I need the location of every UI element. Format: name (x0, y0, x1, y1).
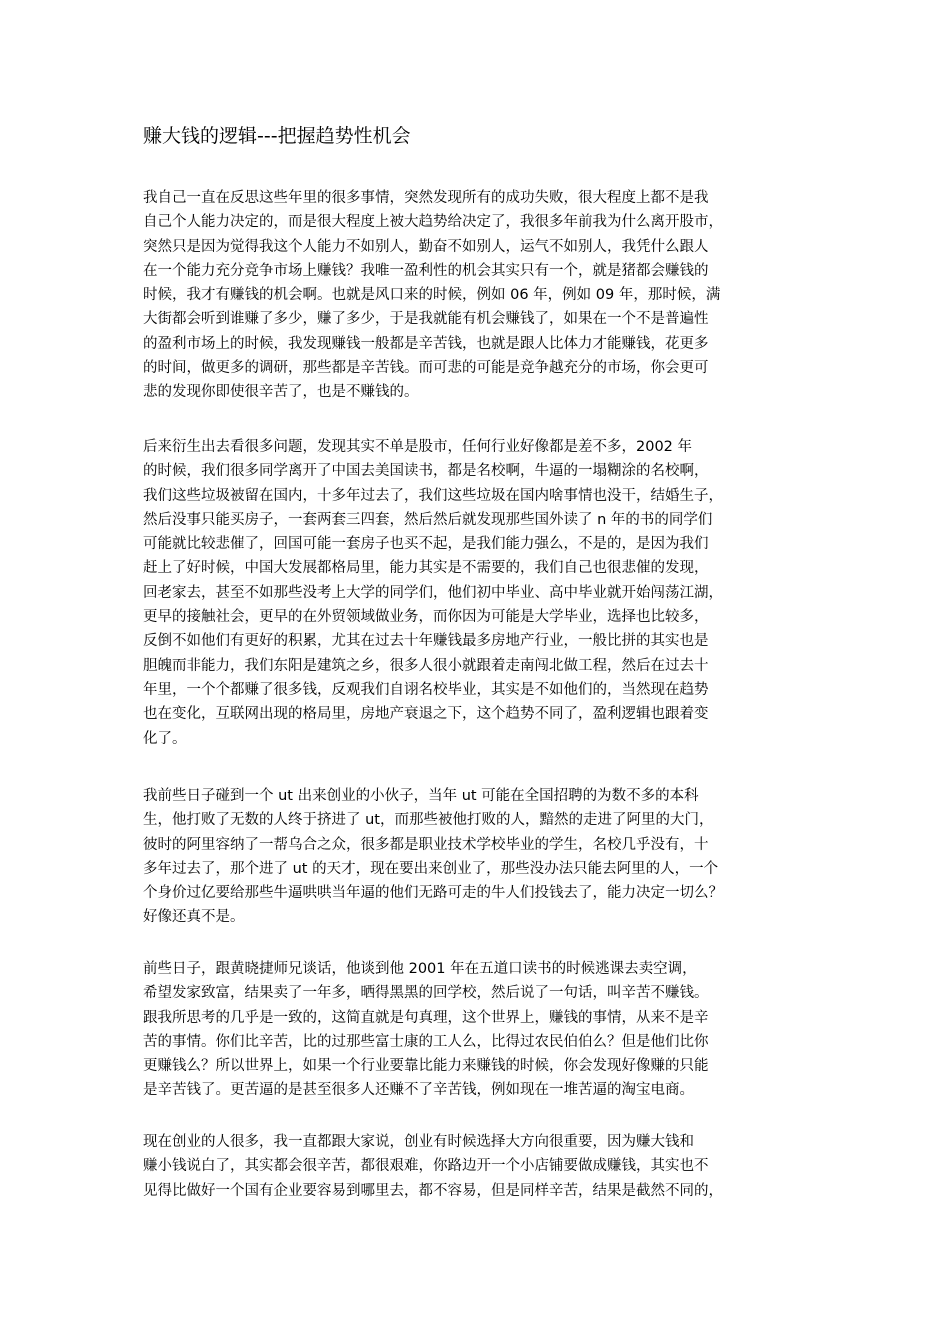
paragraph-line: 反倒不如他们有更好的积累，尤其在过去十年赚钱最多房地产行业，一般比拼的其实也是 (143, 633, 709, 650)
paragraph-5 (143, 1130, 823, 1203)
paragraph-line: 生，他打败了无数的人终于挤进了 ut，而那些被他打败的人，黯然的走进了阿里的大门， (143, 812, 714, 829)
paragraph-line: 赶上了好时候，中国大发展都格局里，能力其实是不需要的，我们自己也很悲催的发现， (143, 560, 709, 577)
paragraph-3 (143, 784, 823, 930)
paragraph-line: 自己个人能力决定的，而是很大程度上被大趋势给决定了，我很多年前我为什么离开股市， (143, 214, 723, 231)
paragraph-line: 也在变化，互联网出现的格局里，房地产衰退之下，这个趋势不同了，盈利逻辑也跟着变 (143, 706, 709, 723)
paragraph-line: 大街都会听到谁赚了多少，赚了多少，于是我就能有机会赚钱了，如果在一个不是普遍性 (143, 311, 709, 328)
paragraph-line: 化了。 (143, 730, 187, 747)
paragraph-line: 跟我所思考的几乎是一致的，这简直就是句真理，这个世界上，赚钱的事情，从来不是辛 (143, 1009, 709, 1026)
paragraph-line: 时候，我才有赚钱的机会啊。也就是风口来的时候，例如 06 年，例如 09 年，那时候，满 (143, 287, 721, 304)
paragraph-line: 可能就比较悲催了，回国可能一套房子也买不起，是我们能力强么，不是的，是因为我们 (143, 536, 709, 553)
paragraph-4 (143, 957, 823, 1103)
paragraph-line: 希望发家致富，结果卖了一年多，晒得黑黑的回学校，然后说了一句话，叫辛苦不赚钱。 (143, 985, 709, 1002)
paragraph-line: 是辛苦钱了。更苦逼的是甚至很多人还赚不了辛苦钱，例如现在一堆苦逼的淘宝电商。 (143, 1082, 694, 1099)
paragraph-line: 在一个能力充分竞争市场上赚钱？我唯一盈利性的机会其实只有一个，就是猪都会赚钱的 (143, 262, 709, 279)
document-title: 赚大钱的逻辑---把握趋势性机会 (143, 125, 411, 147)
paragraph-line: 年里，一个个都赚了很多钱，反观我们自诩名校毕业，其实是不如他们的，当然现在趋势 (143, 681, 709, 698)
paragraph-line: 彼时的阿里容纳了一帮乌合之众，很多都是职业技术学校毕业的学生，名校几乎没有，十 (143, 836, 709, 853)
paragraph-line: 更赚钱么？所以世界上，如果一个行业要靠比能力来赚钱的时候，你会发现好像赚的只能 (143, 1058, 709, 1075)
paragraph-line: 的时间，做更多的调研，那些都是辛苦钱。而可悲的可能是竞争越充分的市场，你会更可 (143, 360, 709, 377)
paragraph-2 (143, 435, 823, 751)
paragraph-line: 胆魄而非能力，我们东阳是建筑之乡，很多人很小就跟着走南闯北做工程，然后在过去十 (143, 657, 709, 674)
paragraph-line: 回老家去，甚至不如那些没考上大学的同学们，他们初中毕业、高中毕业就开始闯荡江湖， (143, 584, 723, 601)
paragraph-line: 现在创业的人很多，我一直都跟大家说，创业有时候选择大方向很重要，因为赚大钱和 (143, 1134, 694, 1150)
paragraph-line: 的时候，我们很多同学离开了中国去美国读书，都是名校啊，牛逼的一塌糊涂的名校啊， (143, 463, 709, 480)
paragraph-line: 然后没事只能买房子，一套两套三四套，然后然后就发现那些国外读了 n 年的书的同学们 (143, 511, 713, 528)
paragraph-line: 好像还真不是。 (143, 909, 245, 926)
paragraph-1 (143, 186, 823, 405)
paragraph-line: 后来衍生出去看很多问题，发现其实不单是股市，任何行业好像都是差不多，2002 年 (143, 439, 693, 455)
paragraph-line: 我们这些垃圾被留在国内，十多年过去了，我们这些垃圾在国内啥事情也没干，结婚生子， (143, 487, 723, 504)
paragraph-line: 我自己一直在反思这些年里的很多事情，突然发现所有的成功失败，很大程度上都不是我 (143, 190, 709, 206)
paragraph-line: 更早的接触社会，更早的在外贸领域做业务，而你因为可能是大学毕业，选择也比较多， (143, 609, 709, 626)
paragraph-line: 见得比做好一个国有企业要容易到哪里去，都不容易，但是同样辛苦，结果是截然不同的， (143, 1182, 723, 1199)
paragraph-line: 突然只是因为觉得我这个人能力不如别人，勤奋不如别人，运气不如别人，我凭什么跟人 (143, 238, 709, 255)
paragraph-line: 赚小钱说白了，其实都会很辛苦，都很艰难，你路边开一个小店铺要做成赚钱，其实也不 (143, 1158, 709, 1175)
paragraph-line: 我前些日子碰到一个 ut 出来创业的小伙子，当年 ut 可能在全国招聘的为数不多的本科 (143, 788, 699, 804)
paragraph-line: 前些日子，跟黄晓捷师兄谈话，他谈到他 2001 年在五道口读书的时候逃课去卖空调， (143, 961, 697, 977)
paragraph-line: 悲的发现你即使很辛苦了，也是不赚钱的。 (143, 384, 419, 401)
paragraph-line: 个身价过亿要给那些牛逼哄哄当年逼的他们无路可走的牛人们投钱去了，能力决定一切么？ (143, 885, 723, 902)
paragraph-line: 苦的事情。你们比辛苦，比的过那些富士康的工人么，比得过农民伯伯么？但是他们比你 (143, 1033, 709, 1050)
paragraph-line: 的盈利市场上的时候，我发现赚钱一般都是辛苦钱，也就是跟人比体力才能赚钱，花更多 (143, 335, 709, 352)
paragraph-line: 多年过去了，那个进了 ut 的天才，现在要出来创业了，那些没办法只能去阿里的人，一个 (143, 860, 719, 877)
